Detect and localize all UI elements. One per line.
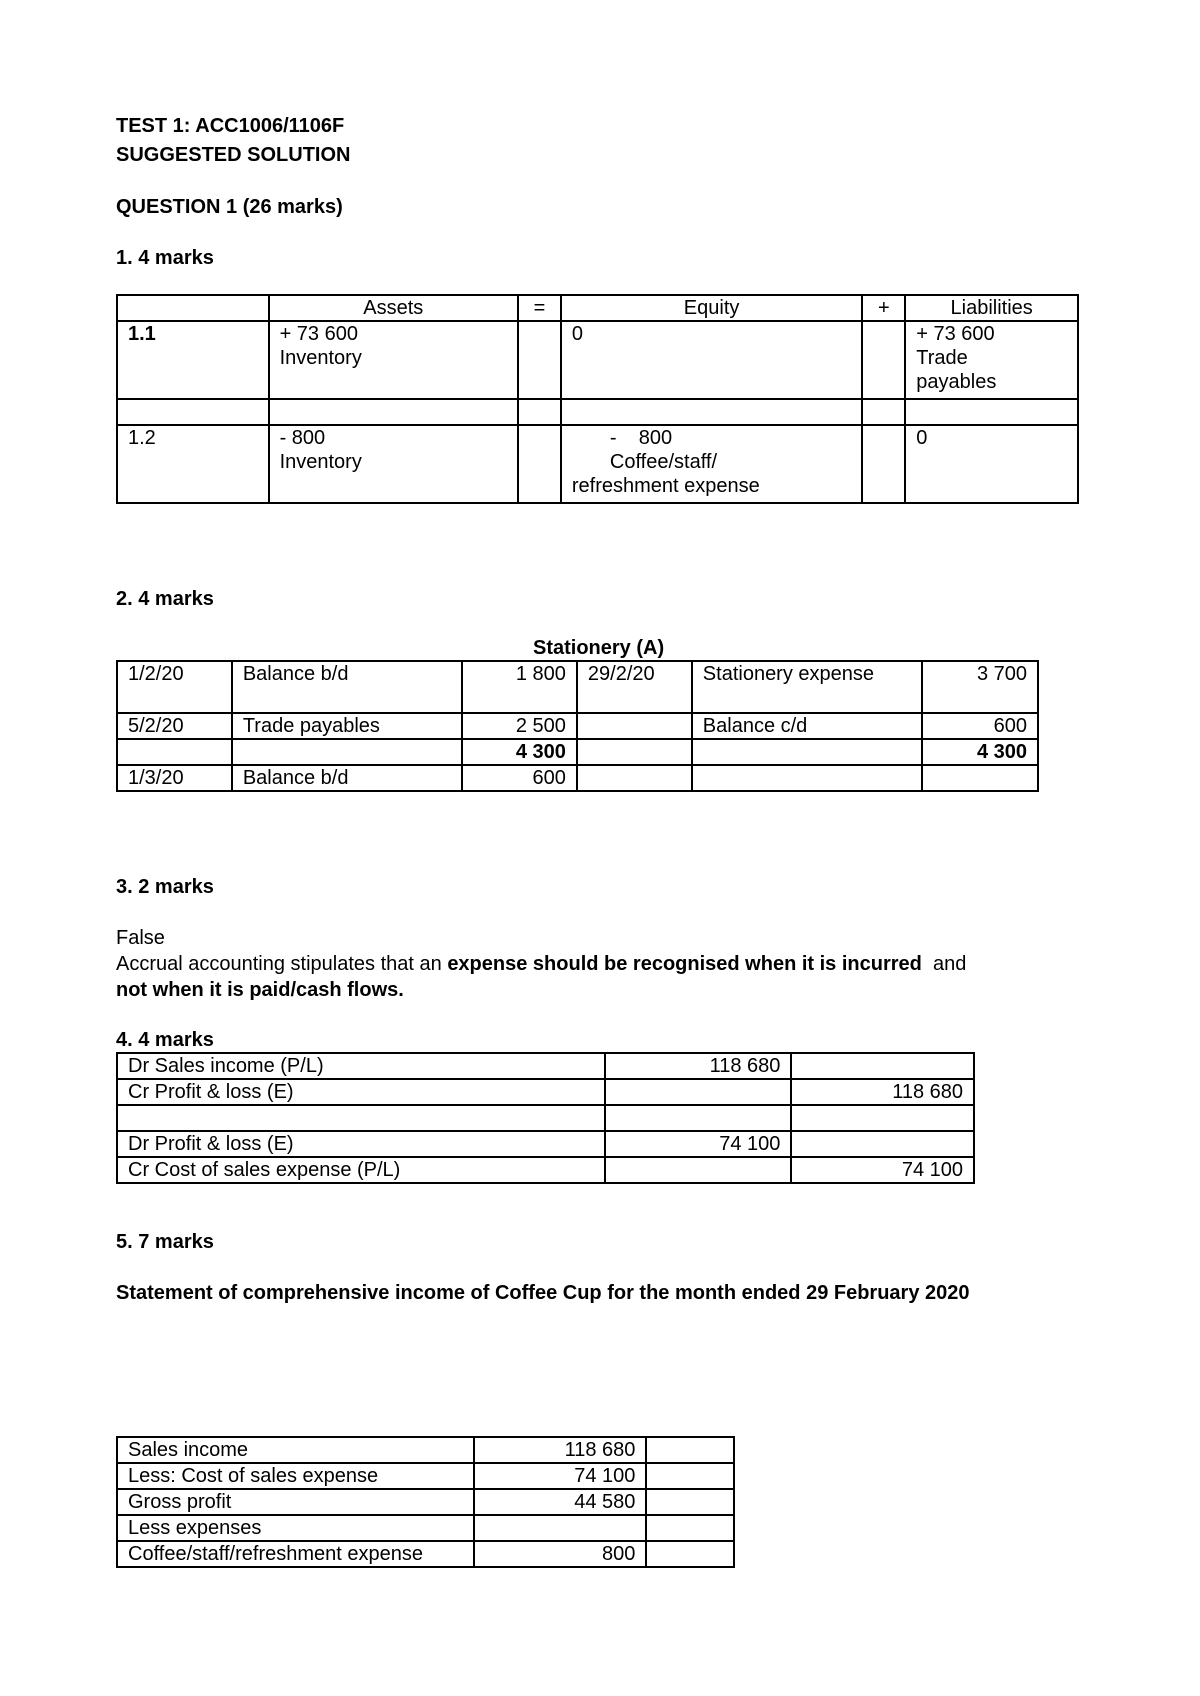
table-cell: 2 500 — [462, 713, 577, 739]
table-row — [117, 1079, 974, 1105]
table-header-cell: + — [862, 295, 905, 321]
cell-line: Coffee/staff/ — [609, 451, 717, 473]
table-cell: 600 — [922, 713, 1038, 739]
table-cell — [605, 1079, 792, 1105]
table-cell — [117, 1105, 605, 1131]
table-cell: Dr Profit & loss (E) — [117, 1131, 605, 1157]
table-cell: 74 100 — [605, 1131, 792, 1157]
table-cell — [692, 765, 922, 791]
table-cell: Dr Sales income (P/L) — [117, 1053, 605, 1079]
cell-line: payables — [916, 371, 997, 393]
table-cell: 800 — [474, 1541, 646, 1567]
table-row — [117, 713, 1038, 739]
table-cell — [646, 1515, 734, 1541]
text-run: and — [921, 953, 967, 975]
table-cell — [646, 1541, 734, 1567]
text-run: Accrual accounting stipulates that an — [116, 953, 448, 975]
table-cell: Balance c/d — [692, 713, 922, 739]
table-row — [117, 1157, 974, 1183]
income-statement-table — [116, 1436, 735, 1568]
table-cell — [577, 739, 692, 765]
table-cell — [862, 321, 905, 399]
table-row — [117, 1437, 734, 1463]
table-cell: 118 680 — [474, 1437, 646, 1463]
table-row — [117, 1463, 734, 1489]
table-row — [117, 399, 1078, 425]
table-cell — [518, 425, 561, 503]
table-cell: 1.1 — [117, 321, 269, 399]
stationery-ledger-table — [116, 660, 1039, 792]
table-cell: Less: Cost of sales expense — [117, 1463, 474, 1489]
table-cell — [474, 1515, 646, 1541]
cell-line: Inventory — [279, 451, 362, 473]
cell-line: + 73 600 — [279, 323, 358, 345]
table-header-cell: = — [518, 295, 561, 321]
table-cell: 1/2/20 — [117, 661, 232, 713]
table-cell: Less expenses — [117, 1515, 474, 1541]
table-cell — [791, 1105, 974, 1131]
table-cell — [605, 1157, 792, 1183]
table-cell — [518, 321, 561, 399]
table-cell: Balance b/d — [232, 661, 462, 713]
table-row — [117, 1131, 974, 1157]
cell-line: - 800 — [609, 427, 673, 449]
statement-title: Statement of comprehensive income of Coffee Cup for the month ended 29 February 2020 — [116, 1282, 970, 1304]
table-cell: 74 100 — [474, 1463, 646, 1489]
table-cell: 1/3/20 — [117, 765, 232, 791]
question-heading: QUESTION 1 (26 marks) — [116, 196, 343, 218]
table-header-cell: Assets — [269, 295, 518, 321]
table-cell: Coffee/staff/refreshment expense — [117, 1541, 474, 1567]
q2-heading: 2. 4 marks — [116, 588, 214, 610]
table-row — [117, 321, 1078, 399]
table-cell — [646, 1437, 734, 1463]
table-cell: 4 300 — [462, 739, 577, 765]
table-cell: 4 300 — [922, 739, 1038, 765]
table-cell: 118 680 — [791, 1079, 974, 1105]
q5-heading: 5. 7 marks — [116, 1231, 214, 1253]
table-cell: Cr Profit & loss (E) — [117, 1079, 605, 1105]
table-cell: 1.2 — [117, 425, 269, 503]
text-run-bold: expense should be recognised when it is incurred — [447, 953, 922, 975]
doc-subtitle: SUGGESTED SOLUTION — [116, 144, 351, 166]
table-row — [117, 1489, 734, 1515]
table-row — [117, 1105, 974, 1131]
table-cell: 0 — [905, 425, 1078, 503]
table-cell: 44 580 — [474, 1489, 646, 1515]
table-row — [117, 425, 1078, 503]
table-row — [117, 661, 1038, 713]
table-header-cell: Equity — [561, 295, 862, 321]
table-cell — [561, 425, 862, 503]
table-cell — [862, 425, 905, 503]
table-header-cell — [117, 295, 269, 321]
table-cell: 3 700 — [922, 661, 1038, 713]
q3-answer: False — [116, 927, 165, 949]
cell-line: + 73 600 — [916, 323, 995, 345]
table-cell — [791, 1131, 974, 1157]
table-row — [117, 1541, 734, 1567]
table-cell: Stationery expense — [692, 661, 922, 713]
closing-entries-table — [116, 1052, 975, 1184]
q3-explanation — [116, 951, 966, 977]
table-cell: 1 800 — [462, 661, 577, 713]
table-row — [117, 1053, 974, 1079]
q4-heading: 4. 4 marks — [116, 1029, 214, 1051]
table-cell: Balance b/d — [232, 765, 462, 791]
table-cell: 0 — [561, 321, 862, 399]
table-cell — [577, 765, 692, 791]
table-cell — [269, 425, 518, 503]
table-cell — [791, 1053, 974, 1079]
doc-title: TEST 1: ACC1006/1106F — [116, 115, 345, 137]
accounting-equation-table — [116, 294, 1079, 504]
table-cell — [117, 739, 232, 765]
table-row — [117, 765, 1038, 791]
ledger-title: Stationery (A) — [533, 637, 665, 659]
table-cell: 118 680 — [605, 1053, 792, 1079]
table-cell: Trade payables — [232, 713, 462, 739]
table-cell — [905, 321, 1078, 399]
table-cell: Gross profit — [117, 1489, 474, 1515]
table-row — [117, 739, 1038, 765]
q1-heading: 1. 4 marks — [116, 247, 214, 269]
cell-line: Inventory — [279, 347, 362, 369]
table-cell — [269, 321, 518, 399]
cell-line: refreshment expense — [571, 475, 760, 497]
table-cell — [577, 713, 692, 739]
table-cell: 29/2/20 — [577, 661, 692, 713]
table-row — [117, 1515, 734, 1541]
q3-explanation-cont: not when it is paid/cash flows. — [116, 979, 404, 1001]
cell-line: Trade — [916, 347, 968, 369]
table-cell: 74 100 — [791, 1157, 974, 1183]
table-cell — [646, 1463, 734, 1489]
table-cell: Cr Cost of sales expense (P/L) — [117, 1157, 605, 1183]
table-header-cell: Liabilities — [905, 295, 1078, 321]
table-cell — [605, 1105, 792, 1131]
table-cell: 5/2/20 — [117, 713, 232, 739]
table-cell — [692, 739, 922, 765]
table-cell: 600 — [462, 765, 577, 791]
table-cell — [646, 1489, 734, 1515]
cell-line: - 800 — [279, 427, 326, 449]
q3-heading: 3. 2 marks — [116, 876, 214, 898]
table-cell — [232, 739, 462, 765]
table-cell: Sales income — [117, 1437, 474, 1463]
table-cell — [922, 765, 1038, 791]
